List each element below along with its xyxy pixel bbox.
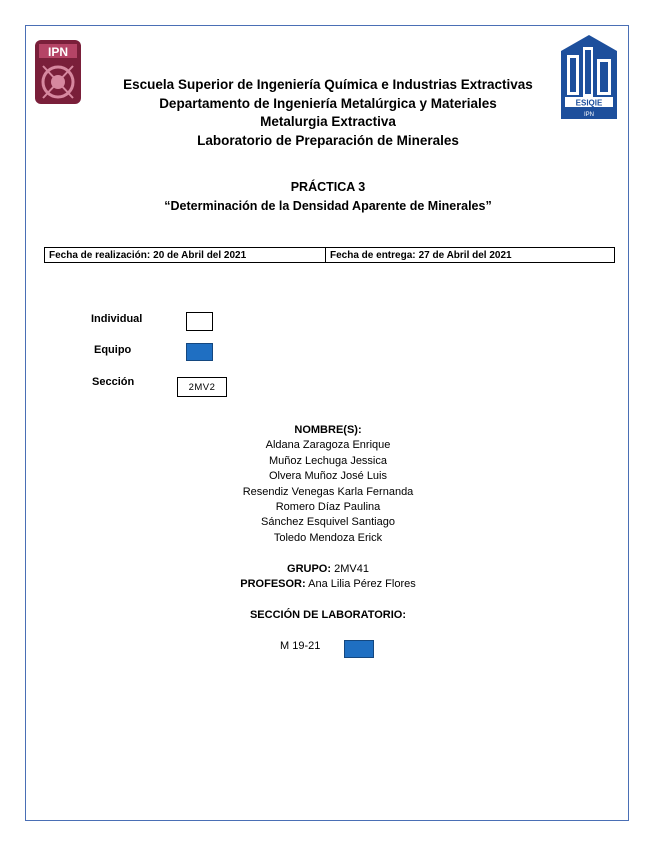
name-item: Muñoz Lechuga Jessica: [268, 454, 387, 467]
esiqie-logo-subtext: IPN: [583, 112, 595, 118]
dates-table: [44, 247, 615, 263]
names-block: [160, 423, 496, 546]
lab-section-title: SECCIÓN DE LABORATORIO:: [249, 609, 407, 621]
name-item: Olvera Muñoz José Luis: [269, 470, 387, 483]
grupo-block: [160, 562, 496, 592]
practice-title: “Determinación de la Densidad Aparente de Minerales”: [164, 199, 492, 213]
name-item: Aldana Zaragoza Enrique: [265, 439, 391, 452]
header-subject: Metalurgia Extractiva: [260, 114, 396, 129]
equipo-label: Equipo: [94, 344, 132, 356]
realizacion-label: Fecha de realización:: [49, 249, 151, 261]
lab-section-value: M 19-21: [280, 640, 321, 652]
header-school: Escuela Superior de Ingeniería Química e Industrias Extractivas: [123, 77, 533, 92]
equipo-checkbox[interactable]: [186, 343, 213, 361]
name-item: Resendiz Venegas Karla Fernanda: [242, 485, 414, 498]
institution-header: [60, 76, 596, 150]
grupo-label: GRUPO:: [287, 563, 332, 575]
ipn-logo-text: IPN: [47, 45, 69, 59]
individual-label: Individual: [91, 313, 143, 325]
header-lab: Laboratorio de Preparación de Minerales: [197, 132, 459, 148]
grupo-value: 2MV41: [334, 563, 369, 575]
realizacion-value: 20 de Abril del 2021: [153, 249, 247, 261]
entrega-label: Fecha de entrega:: [330, 249, 416, 261]
lab-section-checkbox[interactable]: [344, 640, 374, 658]
practice-number: PRÁCTICA 3: [290, 180, 366, 194]
esiqie-logo-text: ESIQIE: [575, 98, 603, 108]
name-item: Romero Díaz Paulina: [275, 501, 381, 514]
practice-block: [60, 178, 596, 216]
name-item: Toledo Mendoza Erick: [273, 531, 383, 544]
realizacion-cell: [45, 248, 326, 262]
names-title: NOMBRE(S):: [294, 424, 362, 436]
entrega-cell: [326, 248, 512, 262]
seccion-label: Sección: [92, 376, 135, 388]
entrega-value: 27 de Abril del 2021: [418, 249, 512, 261]
individual-checkbox[interactable]: [186, 312, 213, 331]
name-item: Sánchez Esquivel Santiago: [261, 516, 395, 529]
header-department: Departamento de Ingeniería Metalúrgica y Materiales: [159, 95, 497, 111]
seccion-value: 2MV2: [177, 377, 227, 397]
profesor-label: PROFESOR:: [240, 578, 306, 590]
profesor-value: Ana Lilia Pérez Flores: [308, 578, 416, 590]
